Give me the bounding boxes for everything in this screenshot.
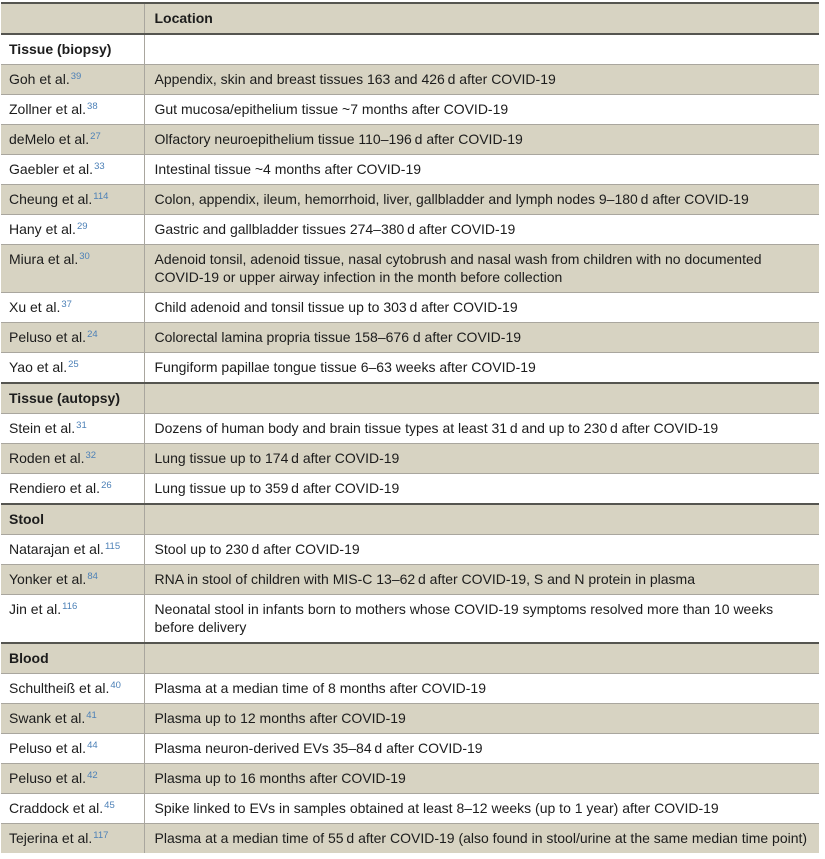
location-cell: Gastric and gallbladder tissues 274–380 d after COVID-19 — [154, 221, 516, 237]
citation-reference-link[interactable]: 117 — [93, 830, 109, 841]
citation-reference-link[interactable]: 24 — [87, 329, 98, 340]
table-row — [1, 414, 819, 444]
study-cell: Miura et al.$^{30}$ — [1, 245, 144, 293]
location-cell: Appendix, skin and breast tissues 163 and 426 d after COVID-19 — [144, 65, 819, 95]
location-cell: Dozens of human body and brain tissue types at least 31 d and up to 230 d after COVID-19 — [154, 420, 719, 436]
section-spacer — [144, 383, 819, 414]
citation-reference-link[interactable]: 25 — [68, 359, 79, 370]
location-cell: Intestinal tissue ~4 months after COVID-19 — [154, 161, 422, 177]
citation-reference-link[interactable]: 26 — [101, 480, 112, 491]
study-cell: Swank et al.$^{41}$ — [1, 704, 144, 734]
study-cell: Peluso et al.$^{42}$ — [1, 764, 144, 794]
location-cell: Spike linked to EVs in samples obtained at least 8–12 weeks (up to 1 year) after COVID-19 — [154, 800, 719, 816]
table-row — [1, 764, 819, 794]
table-row — [1, 794, 819, 824]
study-cell: Schultheiß et al.$^{40}$ — [1, 674, 144, 704]
section-header-row — [1, 643, 819, 674]
citation-reference-link[interactable]: 38 — [87, 101, 98, 112]
study-column-header — [1, 3, 144, 34]
location-cell: Lung tissue up to 174 d after COVID-19 — [144, 444, 819, 474]
study-cell: Zollner et al.$^{38}$ — [1, 95, 144, 125]
section-header-row — [1, 383, 819, 414]
citation-reference-link[interactable]: 114 — [93, 191, 109, 202]
section-label: Tissue (autopsy) — [1, 383, 144, 414]
location-cell: Plasma up to 16 months after COVID-19 — [144, 764, 819, 794]
location-cell: Stool up to 230 d after COVID-19 — [154, 541, 360, 557]
study-cell: Gaebler et al.$^{33}$ — [1, 155, 144, 185]
citation-reference-link[interactable]: 84 — [87, 571, 98, 582]
study-cell: Yao et al.$^{25}$ — [1, 353, 144, 384]
citation-reference-link[interactable]: 40 — [110, 680, 121, 691]
section-label: Tissue (biopsy) — [1, 34, 144, 65]
table-body — [1, 34, 819, 853]
citation-reference-link[interactable]: 42 — [87, 770, 98, 781]
study-cell: Peluso et al.$^{44}$ — [1, 734, 144, 764]
table-row — [1, 535, 819, 565]
table-row — [1, 245, 819, 293]
location-cell: Fungiform papillae tongue tissue 6–63 weeks after COVID-19 — [154, 359, 536, 375]
study-cell: Cheung et al.$^{114}$ — [1, 185, 144, 215]
citation-reference-link[interactable]: 37 — [61, 299, 72, 310]
study-cell: Craddock et al.$^{45}$ — [1, 794, 144, 824]
study-cell: Jin et al.$^{116}$ — [1, 595, 144, 644]
table-row — [1, 704, 819, 734]
citation-reference-link[interactable]: 39 — [70, 71, 82, 82]
location-cell: Colorectal lamina propria tissue 158–676 d after COVID-19 — [144, 323, 819, 353]
table-row — [1, 323, 819, 353]
citation-reference-link[interactable]: 33 — [94, 161, 105, 172]
citation-reference-link[interactable]: 31 — [76, 420, 87, 431]
persistence-location-table — [1, 2, 819, 853]
location-cell: Olfactory neuroepithelium tissue 110–196 d after COVID-19 — [144, 125, 819, 155]
table-row — [1, 293, 819, 323]
study-cell: deMelo et al.$^{27}$ — [1, 125, 144, 155]
location-cell: Colon, appendix, ileum, hemorrhoid, liver, gallbladder and lymph nodes 9–180 d after COVID-19 — [144, 185, 819, 215]
table-row — [1, 444, 819, 474]
table-row — [1, 565, 819, 595]
location-cell: Plasma up to 12 months after COVID-19 — [144, 704, 819, 734]
location-cell: Child adenoid and tonsil tissue up to 303 d after COVID-19 — [154, 299, 518, 315]
citation-reference-link[interactable]: 30 — [79, 251, 90, 262]
citation-reference-link[interactable]: 41 — [86, 710, 97, 721]
study-cell: Hany et al.$^{29}$ — [1, 215, 144, 245]
location-column-header: Location — [144, 3, 819, 34]
study-cell: Natarajan et al.$^{115}$ — [1, 535, 144, 565]
location-cell: Adenoid tonsil, adenoid tissue, nasal cytobrush and nasal wash from children with no documented COVID-19 or upper airway infection in the month before collection — [144, 245, 819, 293]
section-spacer — [144, 643, 819, 674]
section-header-row — [1, 504, 819, 535]
citation-reference-link[interactable]: 29 — [76, 221, 88, 232]
location-cell: Lung tissue up to 359 d after COVID-19 — [154, 480, 400, 496]
section-spacer — [144, 34, 819, 65]
citation-reference-link[interactable]: 27 — [90, 131, 101, 142]
table-row — [1, 595, 819, 644]
section-spacer — [144, 504, 819, 535]
table-row — [1, 95, 819, 125]
study-cell: Yonker et al.$^{84}$ — [1, 565, 144, 595]
location-cell: Plasma at a median time of 55 d after COVID-19 (also found in stool/urine at the same median time point) — [144, 824, 819, 854]
study-cell: Peluso et al.$^{24}$ — [1, 323, 144, 353]
table-header-row — [1, 3, 819, 34]
table-row — [1, 125, 819, 155]
section-label: Blood — [1, 643, 144, 674]
location-cell: Plasma neuron-derived EVs 35–84 d after COVID-19 — [154, 740, 483, 756]
study-cell: Rendiero et al.$^{26}$ — [1, 474, 144, 505]
table-row — [1, 824, 819, 854]
study-persistence-table-wrapper — [1, 2, 819, 853]
study-cell: Roden et al.$^{32}$ — [1, 444, 144, 474]
study-cell: Goh et al.$^{39}$ — [1, 65, 144, 95]
table-row — [1, 185, 819, 215]
citation-reference-link[interactable]: 45 — [104, 800, 115, 811]
location-cell: Gut mucosa/epithelium tissue ~7 months after COVID-19 — [154, 101, 509, 117]
table-row — [1, 353, 819, 384]
citation-reference-link[interactable]: 44 — [87, 740, 98, 751]
table-row — [1, 215, 819, 245]
citation-reference-link[interactable]: 115 — [104, 541, 121, 552]
table-row — [1, 65, 819, 95]
table-row — [1, 155, 819, 185]
table-head — [1, 3, 819, 34]
location-cell: RNA in stool of children with MIS-C 13–62 d after COVID-19, S and N protein in plasma — [144, 565, 819, 595]
table-row — [1, 674, 819, 704]
citation-reference-link[interactable]: 116 — [62, 601, 78, 612]
section-label: Stool — [1, 504, 144, 535]
section-header-row — [1, 34, 819, 65]
table-row — [1, 474, 819, 505]
citation-reference-link[interactable]: 32 — [85, 450, 97, 461]
table-row — [1, 734, 819, 764]
location-cell: Plasma at a median time of 8 months after COVID-19 — [154, 680, 486, 696]
location-cell: Neonatal stool in infants born to mothers whose COVID-19 symptoms resolved more than 10 weeks before delivery — [154, 601, 774, 635]
study-cell: Stein et al.$^{31}$ — [1, 414, 144, 444]
study-cell: Xu et al.$^{37}$ — [1, 293, 144, 323]
study-cell: Tejerina et al.$^{117}$ — [1, 824, 144, 854]
